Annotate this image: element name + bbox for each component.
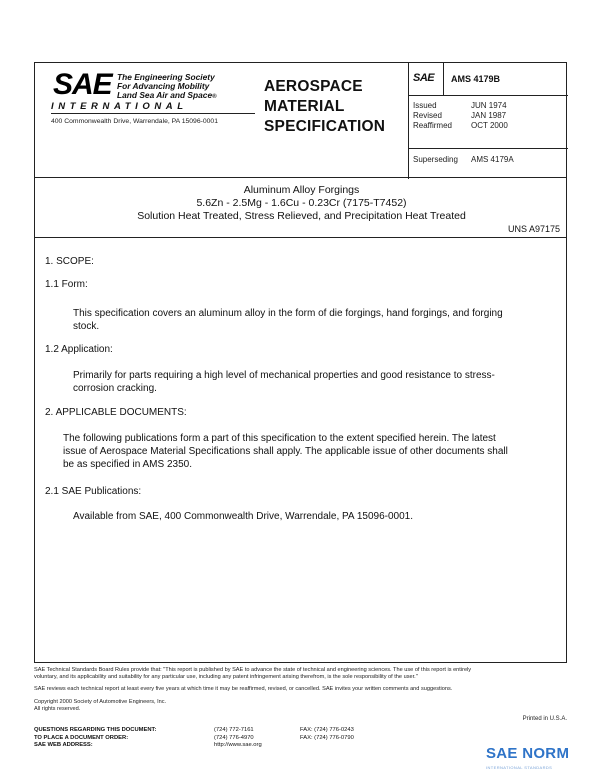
sae-logo: SAE (53, 68, 112, 101)
paragraph (73, 307, 503, 333)
contact-row (34, 735, 420, 743)
issue-dates (413, 101, 508, 131)
divider (409, 148, 568, 149)
issue-row (413, 121, 508, 131)
paragraph-line: This specification covers an aluminum alloy in the form of die forgings, hand forgings, and forging (73, 308, 503, 319)
copyright-line: All rights reserved. (34, 706, 81, 712)
ams-number: AMS 4179B (451, 74, 501, 84)
uns-number: UNS A97175 (507, 224, 560, 234)
tagline-line: The Engineering Society (117, 72, 215, 82)
mini-sae-logo: SAE (413, 72, 435, 84)
issue-label: Issued (413, 101, 437, 110)
spec-title-block (34, 178, 567, 238)
spec-type-line: SPECIFICATION (264, 118, 386, 135)
printed-in: Printed in U.S.A. (522, 716, 567, 722)
sae-tagline (117, 73, 257, 102)
issue-value: JUN 1974 (471, 101, 507, 110)
web-address-link[interactable]: http://www.sae.org (214, 742, 262, 748)
sae-norm-subtitle: INTERNATIONAL STANDARDS (486, 765, 553, 770)
paragraph-line: corrosion cracking. (73, 383, 157, 394)
section-heading: 1.1 Form: (45, 279, 88, 290)
issue-row (413, 101, 508, 111)
contact-label: QUESTIONS REGARDING THIS DOCUMENT: (34, 727, 157, 733)
paragraph (73, 369, 495, 395)
contact-fax: FAX: (724) 776-0243 (300, 727, 354, 733)
international-label: INTERNATIONAL (51, 101, 255, 114)
sae-branding (35, 63, 260, 179)
spec-type-line: AEROSPACE (264, 78, 363, 95)
ams-number-row (409, 63, 568, 96)
title-line-2: 5.6Zn - 2.5Mg - 1.6Cu - 0.23Cr (7175-T7452) (196, 197, 407, 209)
contact-fax (300, 742, 420, 750)
issue-label: Revised (413, 111, 442, 120)
footer-note: SAE reviews each technical report at least every five years at which time it may be reaffirmed, revised, or cancelled. SAE invites your written comments and suggestions. (34, 686, 453, 692)
sae-address: 400 Commonwealth Drive, Warrendale, PA 15096-0001 (51, 118, 218, 125)
superseding-value: AMS 4179A (471, 155, 514, 164)
title-line-1: Aluminum Alloy Forgings (243, 184, 360, 196)
section-heading: 2. APPLICABLE DOCUMENTS: (45, 407, 187, 418)
footer-note (34, 667, 567, 681)
spec-identification (408, 63, 567, 179)
spec-body (34, 238, 567, 662)
superseding-row (413, 155, 514, 164)
tagline-line: Land Sea Air and Space (117, 90, 213, 100)
spec-type-title (264, 77, 385, 137)
footer-divider (34, 662, 567, 663)
paragraph-line: The following publications form a part of this specification to the extent specified herein. The latest (63, 433, 496, 444)
section-heading: 1. SCOPE: (45, 256, 94, 267)
contact-label: TO PLACE A DOCUMENT ORDER: (34, 734, 129, 741)
paragraph-line: stock. (73, 321, 100, 332)
paragraph-line: be as specified in AMS 2350. (63, 459, 192, 470)
contact-fax: FAX: (724) 776-0790 (300, 734, 354, 741)
contact-phone: (724) 776-4970 (214, 734, 254, 741)
contact-row (34, 727, 420, 735)
superseding-label: Superseding (413, 155, 458, 164)
divider (443, 63, 444, 96)
sae-norm-wordmark: SAE NORM (486, 745, 570, 762)
section-heading: 2.1 SAE Publications: (45, 486, 142, 497)
issue-value: OCT 2000 (471, 121, 508, 130)
title-line-3: Solution Heat Treated, Stress Relieved, and Precipitation Heat Treated (137, 210, 466, 222)
spec-header (34, 62, 567, 178)
paragraph-line: Primarily for parts requiring a high level of mechanical properties and good resistance to stress- (73, 370, 495, 381)
copyright-line: Copyright 2000 Society of Automotive Engineers, Inc. (34, 699, 167, 705)
paragraph (63, 432, 508, 471)
issue-value: JAN 1987 (471, 111, 507, 120)
issue-row (413, 111, 508, 121)
paragraph-line: issue of Aerospace Material Specifications shall apply. The applicable issue of other documents shall (63, 446, 508, 457)
copyright (34, 699, 567, 713)
contact-label: SAE WEB ADDRESS: (34, 742, 93, 748)
section-heading: 1.2 Application: (45, 344, 113, 355)
spec-type (260, 63, 408, 179)
contact-table (34, 727, 420, 750)
contact-row (34, 742, 420, 750)
tagline-line: For Advancing Mobility (117, 81, 210, 91)
footer-note-line: voluntary, and its applicability and suitability for any particular use, including any patent infringement arising therefrom, is the sole responsibility of the user." (34, 674, 418, 680)
footer-note-line: SAE Technical Standards Board Rules provide that: "This report is published by SAE to advance the state of technical and engineering sciences. The use of this report is entirely (34, 667, 472, 673)
spec-type-line: MATERIAL (264, 98, 345, 115)
registered-mark: ® (212, 94, 217, 100)
sae-norm-logo (486, 741, 596, 771)
contact-phone: (724) 772-7161 (214, 727, 254, 733)
issue-label: Reaffirmed (413, 121, 452, 130)
paragraph: Available from SAE, 400 Commonwealth Drive, Warrendale, PA 15096-0001. (73, 511, 413, 522)
